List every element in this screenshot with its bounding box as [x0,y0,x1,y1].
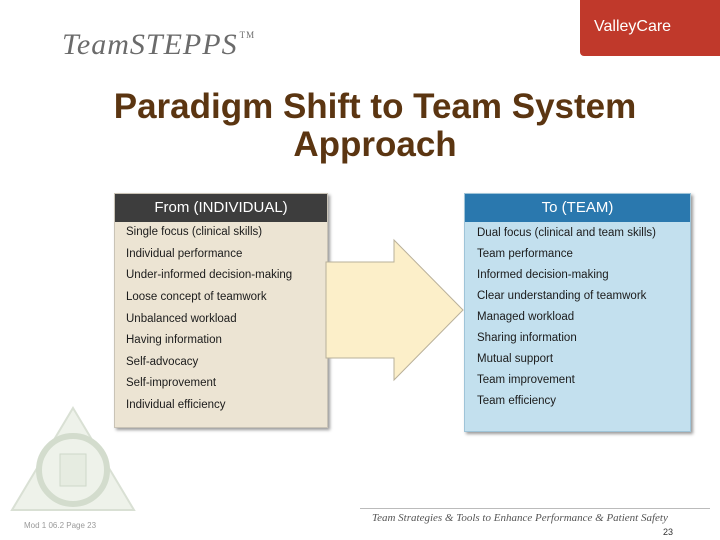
to-item: Clear understanding of teamwork [477,290,647,302]
title-line-1: Paradigm Shift to Team System [113,87,637,126]
to-item: Managed workload [477,311,575,323]
to-item: Mutual support [477,353,554,365]
to-panel-header: To (TEAM) [465,194,690,222]
from-item: Self-advocacy [126,356,199,368]
from-item: Individual efficiency [126,399,226,411]
to-item: Team performance [477,248,573,260]
footer-tagline: Team Strategies & Tools to Enhance Performance & Patient Safety [372,512,668,524]
teamstepps-watermark-icon [8,404,138,514]
to-item: Dual focus (clinical and team skills) [477,227,656,239]
from-item: Under-informed decision-making [126,269,293,281]
title-line-2: Approach [293,125,457,164]
footer-divider [360,508,710,509]
from-item: Having information [126,334,222,346]
from-item: Individual performance [126,248,243,260]
to-item: Informed decision-making [477,269,609,281]
from-item: Unbalanced workload [126,313,237,325]
from-panel-header: From (INDIVIDUAL) [115,194,327,222]
to-item: Team efficiency [477,395,557,407]
page-number: 23 [663,527,674,537]
brand-label: ValleyCare [594,18,672,35]
to-item: Team improvement [477,374,575,386]
from-item: Loose concept of teamwork [126,291,267,303]
trademark-mark: TM [239,30,256,40]
from-item: Self-improvement [126,377,217,389]
from-item: Single focus (clinical skills) [126,226,263,238]
to-item: Sharing information [477,332,577,344]
module-page-label: Mod 1 06.2 Page 23 [24,521,97,530]
logo-text: TeamSTEPPS [62,28,238,61]
